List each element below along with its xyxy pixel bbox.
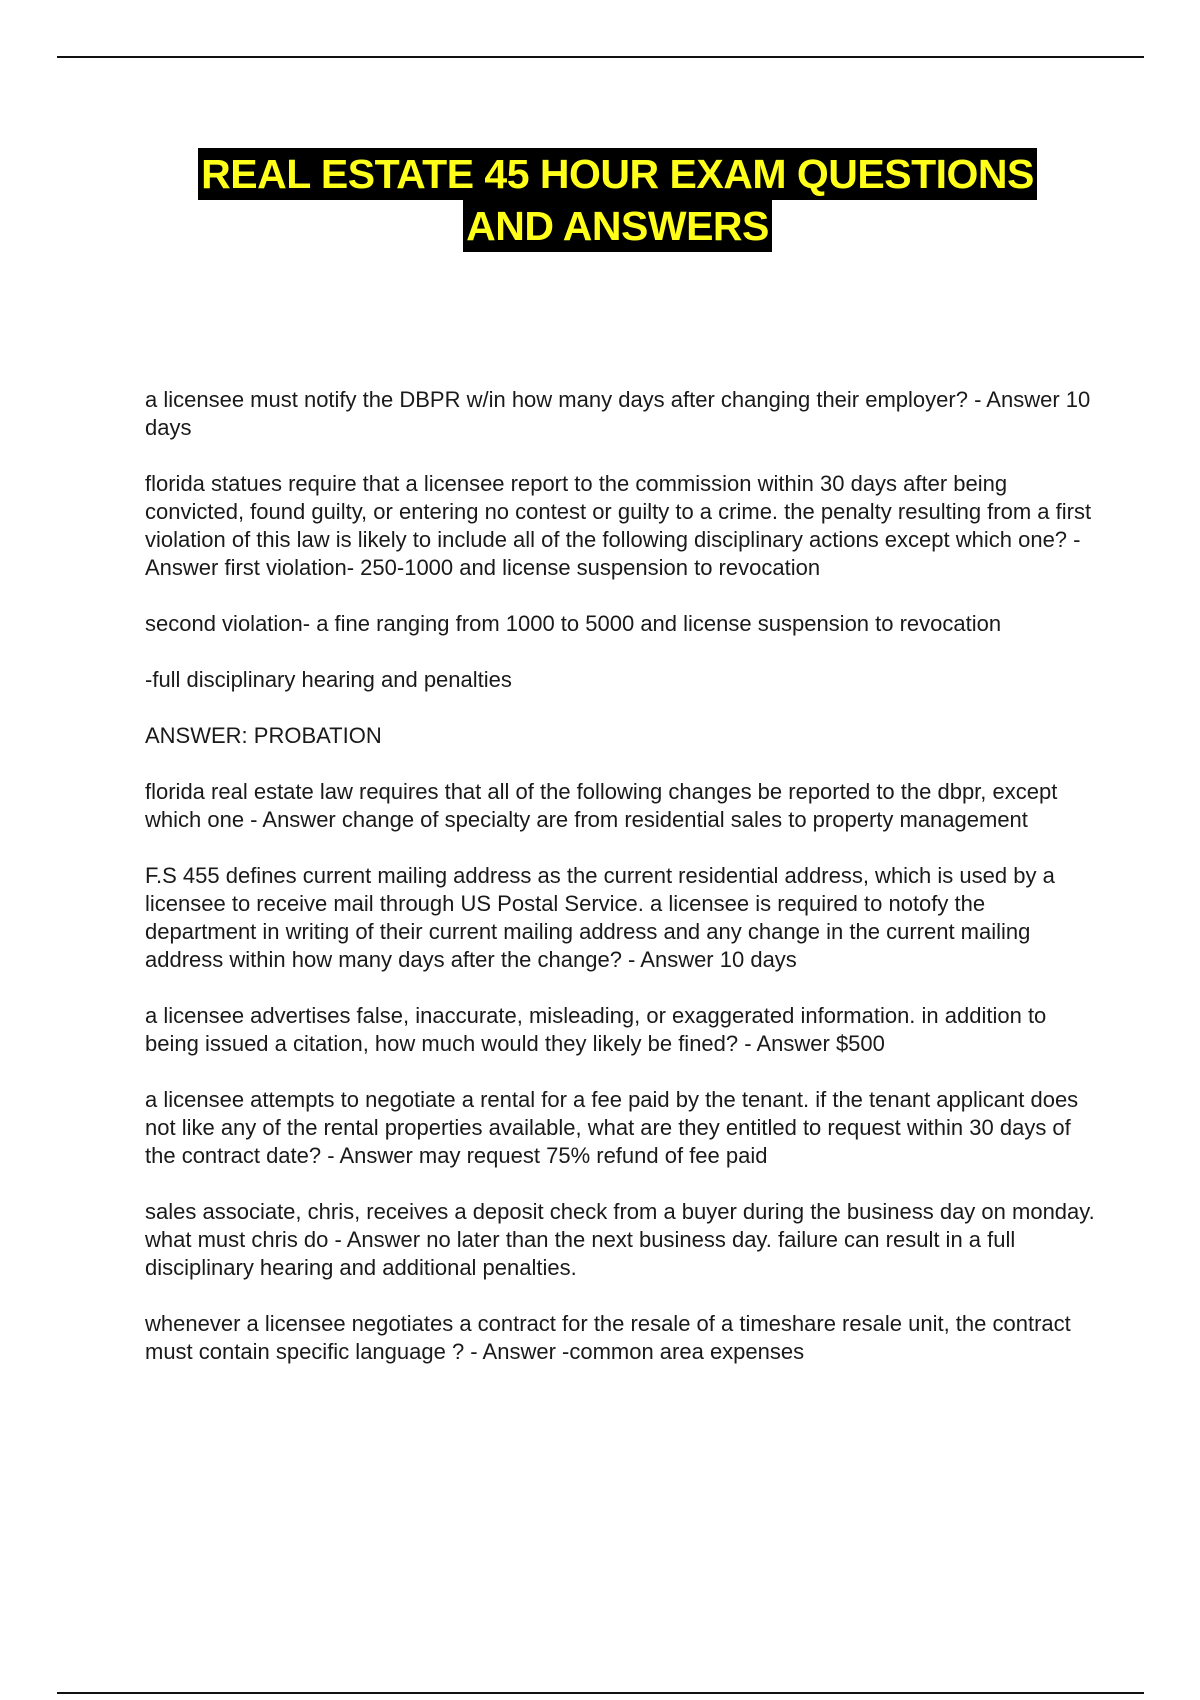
title-line-1: REAL ESTATE 45 HOUR EXAM QUESTIONS bbox=[198, 148, 1037, 200]
title-line-2: AND ANSWERS bbox=[463, 200, 772, 252]
document-title bbox=[0, 148, 1200, 252]
question-paragraph-5: ANSWER: PROBATION bbox=[145, 723, 382, 748]
question-paragraph-4: -full disciplinary hearing and penalties bbox=[145, 667, 512, 692]
question-paragraph-3: second violation- a fine ranging from 1000 to 5000 and license suspension to revocation bbox=[145, 611, 1002, 636]
question-paragraph-7: F.S 455 defines current mailing address as the current residential address, which is used by a licensee to receive mail through US Postal Service. a licensee is required to notofy the department in writing of their current mailing address and any change in the current mailing address within how many days after the change? - Answer 10 days bbox=[145, 863, 1055, 972]
bottom-rule bbox=[57, 1692, 1144, 1694]
question-paragraph-8: a licensee advertises false, inaccurate, misleading, or exaggerated information. in addition to being issued a citation, how much would they likely be fined? - Answer $500 bbox=[145, 1003, 1047, 1056]
question-paragraph-9: a licensee attempts to negotiate a rental for a fee paid by the tenant. if the tenant applicant does not like any of the rental properties available, what are they entitled to request within 30 days of the contract date? - Answer may request 75% refund of fee paid bbox=[145, 1087, 1079, 1168]
question-paragraph-6: florida real estate law requires that all of the following changes be reported to the dbpr, except which one - Answer change of specialty are from residential sales to property management bbox=[145, 779, 1058, 832]
question-paragraph-2: florida statues require that a licensee report to the commission within 30 days after being convicted, found guilty, or entering no contest or guilty to a crime. the penalty resulting from a first violation of this law is likely to include all of the following disciplinary actions except which one? - Answer first violation- 250-1000 and license suspension to revocation bbox=[145, 471, 1092, 580]
question-paragraph-11: whenever a licensee negotiates a contract for the resale of a timeshare resale unit, the contract must contain specific language ? - Answer -common area expenses bbox=[145, 1311, 1071, 1364]
top-rule bbox=[57, 56, 1144, 58]
question-paragraph-1: a licensee must notify the DBPR w/in how many days after changing their employer? - Answer 10 days bbox=[145, 387, 1091, 440]
question-paragraph-10: sales associate, chris, receives a deposit check from a buyer during the business day on monday. what must chris do - Answer no later than the next business day. failure can result in a full disciplinary hearing and additional penalties. bbox=[145, 1199, 1095, 1280]
question-list bbox=[145, 386, 1095, 1394]
